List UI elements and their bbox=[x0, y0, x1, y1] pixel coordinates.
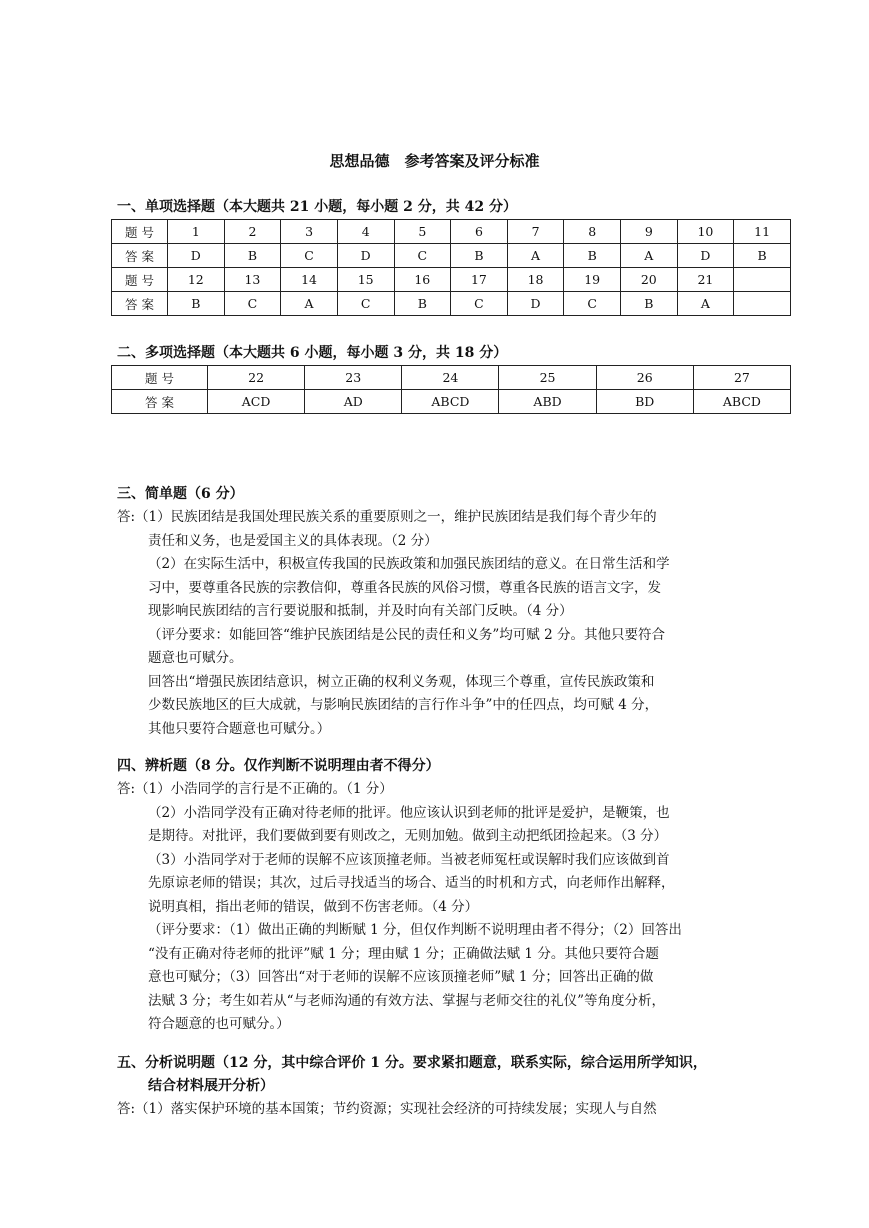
table-cell: 25 bbox=[499, 366, 596, 390]
row-header-cell: 题 号 bbox=[112, 220, 168, 244]
table-cell: A bbox=[677, 292, 734, 316]
section2-heading: 二、多项选择题（本大题共 6 小题，每小题 3 分，共 18 分） bbox=[117, 345, 508, 361]
table-cell: 27 bbox=[693, 366, 790, 390]
row-header-cell: 答 案 bbox=[112, 244, 168, 268]
table-cell: BD bbox=[596, 390, 693, 414]
answer-line: 答:（1）民族团结是我国处理民族关系的重要原则之一，维护民族团结是我们每个青少年的 bbox=[117, 509, 657, 525]
table-cell: 2 bbox=[224, 220, 281, 244]
answer-line: 责任和义务，也是爱国主义的具体表现。（2 分） bbox=[148, 532, 438, 549]
table-row bbox=[112, 390, 791, 414]
section1-heading: 一、单项选择题（本大题共 21 小题，每小题 2 分，共 42 分） bbox=[117, 199, 517, 215]
table-cell: 7 bbox=[507, 220, 564, 244]
table-cell: D bbox=[168, 244, 225, 268]
table-cell: C bbox=[281, 244, 338, 268]
table-cell: 20 bbox=[621, 268, 678, 292]
table-cell: C bbox=[564, 292, 621, 316]
table-cell: 18 bbox=[507, 268, 564, 292]
table-cell: C bbox=[451, 292, 508, 316]
table-cell: B bbox=[621, 292, 678, 316]
answer-line: “没有正确对待老师的批评”赋 1 分；理由赋 1 分；正确做法赋 1 分。其他只要符合题 bbox=[148, 945, 659, 962]
table-cell: 4 bbox=[337, 220, 394, 244]
table-cell: D bbox=[337, 244, 394, 268]
section3-answer bbox=[117, 506, 737, 741]
table-cell: 23 bbox=[305, 366, 402, 390]
answer-line: 回答出“增强民族团结意识，树立正确的权利义务观，体现三个尊重，宣传民族政策和 bbox=[148, 673, 655, 690]
table-row bbox=[112, 244, 791, 268]
answer-line: 法赋 3 分；考生如若从“与老师沟通的有效方法、掌握与老师交往的礼仪”等角度分析， bbox=[148, 992, 665, 1009]
table-cell: ABCD bbox=[693, 390, 790, 414]
section5-answer bbox=[117, 1098, 737, 1122]
table-cell: 15 bbox=[337, 268, 394, 292]
answer-line: 现影响民族团结的言行要说服和抵制，并及时向有关部门反映。（4 分） bbox=[148, 603, 573, 619]
table-cell: 5 bbox=[394, 220, 451, 244]
answer-line: 其他只要符合题意也可赋分。） bbox=[148, 720, 331, 737]
table-cell: C bbox=[394, 244, 451, 268]
table-cell: 17 bbox=[451, 268, 508, 292]
table-cell: B bbox=[734, 244, 791, 268]
table-cell bbox=[734, 268, 791, 292]
table-cell: 9 bbox=[621, 220, 678, 244]
table-cell bbox=[734, 292, 791, 316]
section3-heading: 三、简单题（6 分） bbox=[117, 486, 244, 502]
table-cell: 3 bbox=[281, 220, 338, 244]
table-cell: ACD bbox=[208, 390, 305, 414]
answer-line: 是期待。对批评，我们要做到要有则改之，无则加勉。做到主动把纸团捡起来。（3 分） bbox=[148, 828, 668, 844]
answer-line: （2）在实际生活中，积极宣传我国的民族政策和加强民族团结的意义。在日常生活和学 bbox=[148, 556, 670, 572]
answer-line: 先原谅老师的错误；其次，过后寻找适当的场合、适当的时机和方式，向老师作出解释， bbox=[148, 875, 675, 891]
table-cell: ABD bbox=[499, 390, 596, 414]
answer-line: 说明真相，指出老师的错误，做到不伤害老师。（4 分） bbox=[148, 898, 479, 915]
table-cell: A bbox=[281, 292, 338, 316]
table-cell: B bbox=[168, 292, 225, 316]
answer-line: 答:（1）小浩同学的言行是不正确的。（1 分） bbox=[117, 781, 393, 797]
answer-line: （评分要求：如能回答“维护民族团结是公民的责任和义务”均可赋 2 分。其他只要符合 bbox=[148, 626, 665, 643]
table-cell: 21 bbox=[677, 268, 734, 292]
answer-line: 符合题意的也可赋分。） bbox=[148, 1016, 290, 1032]
table-cell: C bbox=[224, 292, 281, 316]
table-cell: B bbox=[394, 292, 451, 316]
multi-choice-answer-table bbox=[111, 365, 791, 414]
table-cell: C bbox=[337, 292, 394, 316]
section4-heading: 四、辨析题（8 分。仅作判断不说明理由者不得分） bbox=[117, 758, 440, 774]
answer-line: 意也可赋分；（3）回答出“对于老师的误解不应该顶撞老师”赋 1 分；回答出正确的做 bbox=[148, 969, 654, 985]
answer-line: 习中，要尊重各民族的宗教信仰，尊重各民族的风俗习惯，尊重各民族的语言文字，发 bbox=[148, 579, 661, 596]
table-cell: 22 bbox=[208, 366, 305, 390]
table-cell: A bbox=[621, 244, 678, 268]
row-header-cell: 题 号 bbox=[112, 366, 208, 390]
table-cell: 11 bbox=[734, 220, 791, 244]
table-cell: 26 bbox=[596, 366, 693, 390]
table-cell: D bbox=[677, 244, 734, 268]
table-cell: 8 bbox=[564, 220, 621, 244]
table-cell: B bbox=[564, 244, 621, 268]
table-cell: 10 bbox=[677, 220, 734, 244]
table-cell: 12 bbox=[168, 268, 225, 292]
table-cell: AD bbox=[305, 390, 402, 414]
table-row bbox=[112, 292, 791, 316]
answer-line: 题意也可赋分。 bbox=[148, 650, 243, 666]
table-cell: 16 bbox=[394, 268, 451, 292]
answer-line: （3）小浩同学对于老师的误解不应该顶撞老师。当被老师冤枉或误解时我们应该做到首 bbox=[148, 851, 670, 868]
answer-line: （2）小浩同学没有正确对待老师的批评。他应该认识到老师的批评是爱护，是鞭策，也 bbox=[148, 804, 670, 821]
answer-line: 少数民族地区的巨大成就，与影响民族团结的言行作斗争”中的任四点，均可赋 4 分， bbox=[148, 697, 659, 713]
table-cell: ABCD bbox=[402, 390, 499, 414]
table-cell: 19 bbox=[564, 268, 621, 292]
table-cell: A bbox=[507, 244, 564, 268]
table-cell: D bbox=[507, 292, 564, 316]
table-cell: 14 bbox=[281, 268, 338, 292]
row-header-cell: 答 案 bbox=[112, 292, 168, 316]
section5-heading-cont: 结合材料展开分析） bbox=[148, 1078, 274, 1094]
table-cell: 24 bbox=[402, 366, 499, 390]
table-row bbox=[112, 268, 791, 292]
section4-answer bbox=[117, 778, 737, 1037]
answer-line: 答:（1）落实保护环境的基本国策；节约资源；实现社会经济的可持续发展；实现人与自然 bbox=[117, 1101, 657, 1117]
row-header-cell: 题 号 bbox=[112, 268, 168, 292]
table-cell: B bbox=[451, 244, 508, 268]
table-cell: 6 bbox=[451, 220, 508, 244]
answer-line: （评分要求：（1）做出正确的判断赋 1 分，但仅作判断不说明理由者不得分；（2）回答出 bbox=[148, 922, 682, 938]
table-row bbox=[112, 220, 791, 244]
table-row bbox=[112, 366, 791, 390]
single-choice-answer-table bbox=[111, 219, 791, 316]
table-cell: B bbox=[224, 244, 281, 268]
row-header-cell: 答 案 bbox=[112, 390, 208, 414]
section5-heading: 五、分析说明题（12 分，其中综合评价 1 分。要求紧扣题意，联系实际，综合运用所学知识， bbox=[117, 1055, 707, 1071]
page-title: 思想品德 参考答案及评分标准 bbox=[329, 152, 540, 170]
table-cell: 1 bbox=[168, 220, 225, 244]
table-cell: 13 bbox=[224, 268, 281, 292]
